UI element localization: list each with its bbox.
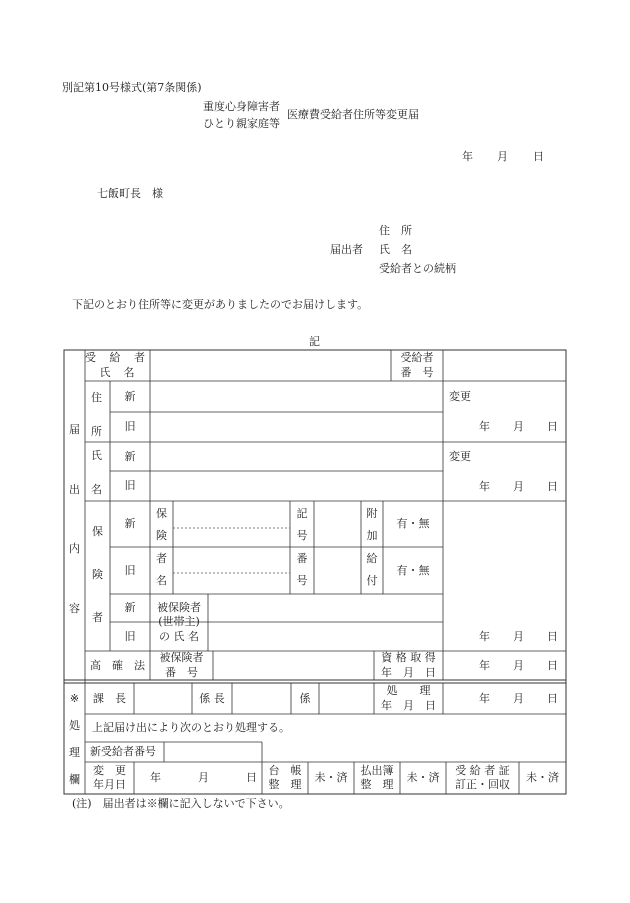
symbol-number-old-field[interactable]: [314, 547, 361, 594]
insured-old-label: 旧: [124, 629, 136, 643]
change-date-year: 年: [150, 771, 161, 784]
name-change-day: 日: [547, 480, 558, 493]
applicant-address-label: 住 所: [379, 224, 412, 237]
address-change-label: 変更: [449, 390, 471, 403]
insurer-change-month: 月: [513, 630, 524, 643]
insurer-new-label: 新: [124, 517, 136, 531]
recipient-number-field[interactable]: [443, 350, 566, 381]
change-date-month: 月: [198, 771, 209, 784]
applicant-name-label: 氏 名: [379, 243, 412, 256]
address-new-label: 新: [124, 389, 136, 403]
name-change-month: 月: [513, 480, 524, 493]
form-number: 別記第10号様式(第7条関係): [62, 81, 202, 94]
qualification-date-label: 資 格 取 得 年 月 日: [381, 651, 436, 679]
ki-label: 記: [309, 335, 320, 348]
address-old-label: 旧: [124, 420, 136, 434]
symbol-number-new-field[interactable]: [314, 501, 361, 547]
ledger-status[interactable]: 未・済: [314, 771, 348, 785]
change-date-label: 変 更 年月日: [93, 763, 126, 791]
new-recipient-number-label: 新受給者番号: [90, 745, 156, 759]
title-main: 医療費受給者住所等変更届: [287, 108, 419, 121]
side-label-office: ※ 処 理 欄: [69, 692, 80, 786]
certificate-correction-label: 受 給 者 証 訂正・回収: [455, 763, 510, 791]
address-label-2: 所: [91, 425, 102, 438]
date-month-label: 月: [497, 150, 508, 163]
insurer-name-old-field[interactable]: [173, 547, 290, 594]
additional-benefit-old-choice[interactable]: 有・無: [396, 563, 430, 577]
address-change-year: 年: [479, 420, 490, 433]
insurer-name-new-field[interactable]: [173, 501, 290, 547]
address-new-field[interactable]: [150, 381, 443, 412]
koki-label: 高 確 法: [90, 658, 145, 672]
insurer-name-label: 保 険 者 名: [156, 507, 167, 587]
new-recipient-number-field[interactable]: [164, 742, 262, 762]
recipient-number-label: 受給者 番 号: [400, 351, 434, 379]
koki-number-label: 被保険者 番 号: [159, 651, 204, 679]
additional-benefit-new-choice[interactable]: 有・無: [396, 517, 430, 531]
recipient-name-field[interactable]: [150, 350, 391, 381]
intro-text: 下記のとおり住所等に変更がありましたのでお届けします。: [72, 298, 369, 311]
staff-label: 係: [299, 691, 311, 705]
symbol-number-label: 記 号 番 号: [296, 507, 308, 587]
side-label-todokede: 届 出 内 容: [69, 423, 80, 615]
applicant-relation-label: 受給者との続柄: [379, 262, 456, 275]
insurer-label: 保 険 者: [92, 525, 103, 624]
recipient-name-label: 受 給 者 氏 名: [85, 351, 150, 379]
date-year-label: 年: [462, 150, 473, 163]
ledger-label: 台 帳 整 理: [268, 763, 302, 791]
insured-new-field[interactable]: [208, 594, 443, 622]
name-old-field[interactable]: [150, 471, 443, 501]
section-chief-label: 課 長: [93, 691, 126, 705]
address-old-field[interactable]: [150, 412, 443, 442]
subsection-chief-label: 係 長: [199, 691, 225, 705]
title-line2: ひとり親家庭等: [203, 117, 280, 130]
processing-date-label: 処 理 年 月 日: [381, 684, 436, 712]
insurer-old-label: 旧: [124, 563, 136, 577]
footnote: (注) 届出者は※欄に記入しないで下さい。: [72, 797, 290, 810]
address-label-1: 住: [91, 391, 102, 404]
additional-benefit-label: 附 加 給 付: [366, 507, 378, 587]
processing-year: 年: [479, 692, 490, 705]
koki-number-field[interactable]: [213, 651, 374, 680]
date-day-label: 日: [533, 150, 544, 163]
name-old-label: 旧: [124, 479, 136, 493]
address-change-month: 月: [513, 420, 524, 433]
staff-stamp[interactable]: [319, 683, 374, 714]
insurer-change-year: 年: [479, 630, 490, 643]
section-chief-stamp[interactable]: [134, 683, 192, 714]
qualification-day: 日: [547, 659, 558, 672]
subsection-chief-stamp[interactable]: [232, 683, 291, 714]
certificate-correction-status[interactable]: 未・済: [526, 771, 559, 785]
name-label-1: 氏: [91, 449, 102, 462]
name-new-field[interactable]: [150, 442, 443, 471]
name-change-label: 変更: [449, 450, 471, 463]
name-change-year: 年: [479, 480, 490, 493]
applicant-label: 届出者: [330, 243, 363, 256]
qualification-year: 年: [479, 659, 490, 672]
address-change-day: 日: [547, 420, 558, 433]
processing-day: 日: [547, 692, 558, 705]
payout-book-label: 払出簿 整 理: [360, 763, 394, 791]
addressee: 七飯町長 様: [97, 187, 163, 200]
payout-book-status[interactable]: 未・済: [406, 771, 440, 785]
insurer-change-day: 日: [547, 630, 558, 643]
processing-statement: 上記届け出により次のとおり処理する。: [92, 721, 290, 734]
qualification-month: 月: [513, 659, 524, 672]
change-date-day: 日: [246, 771, 257, 784]
name-label-2: 名: [91, 483, 102, 496]
processing-month: 月: [513, 692, 524, 705]
title-line1: 重度心身障害者: [203, 100, 280, 113]
name-new-label: 新: [124, 449, 136, 463]
insured-new-label: 新: [124, 601, 136, 615]
insured-name-label: 被保険者 (世帯主) の 氏 名: [157, 601, 201, 643]
insured-old-field[interactable]: [208, 622, 443, 651]
